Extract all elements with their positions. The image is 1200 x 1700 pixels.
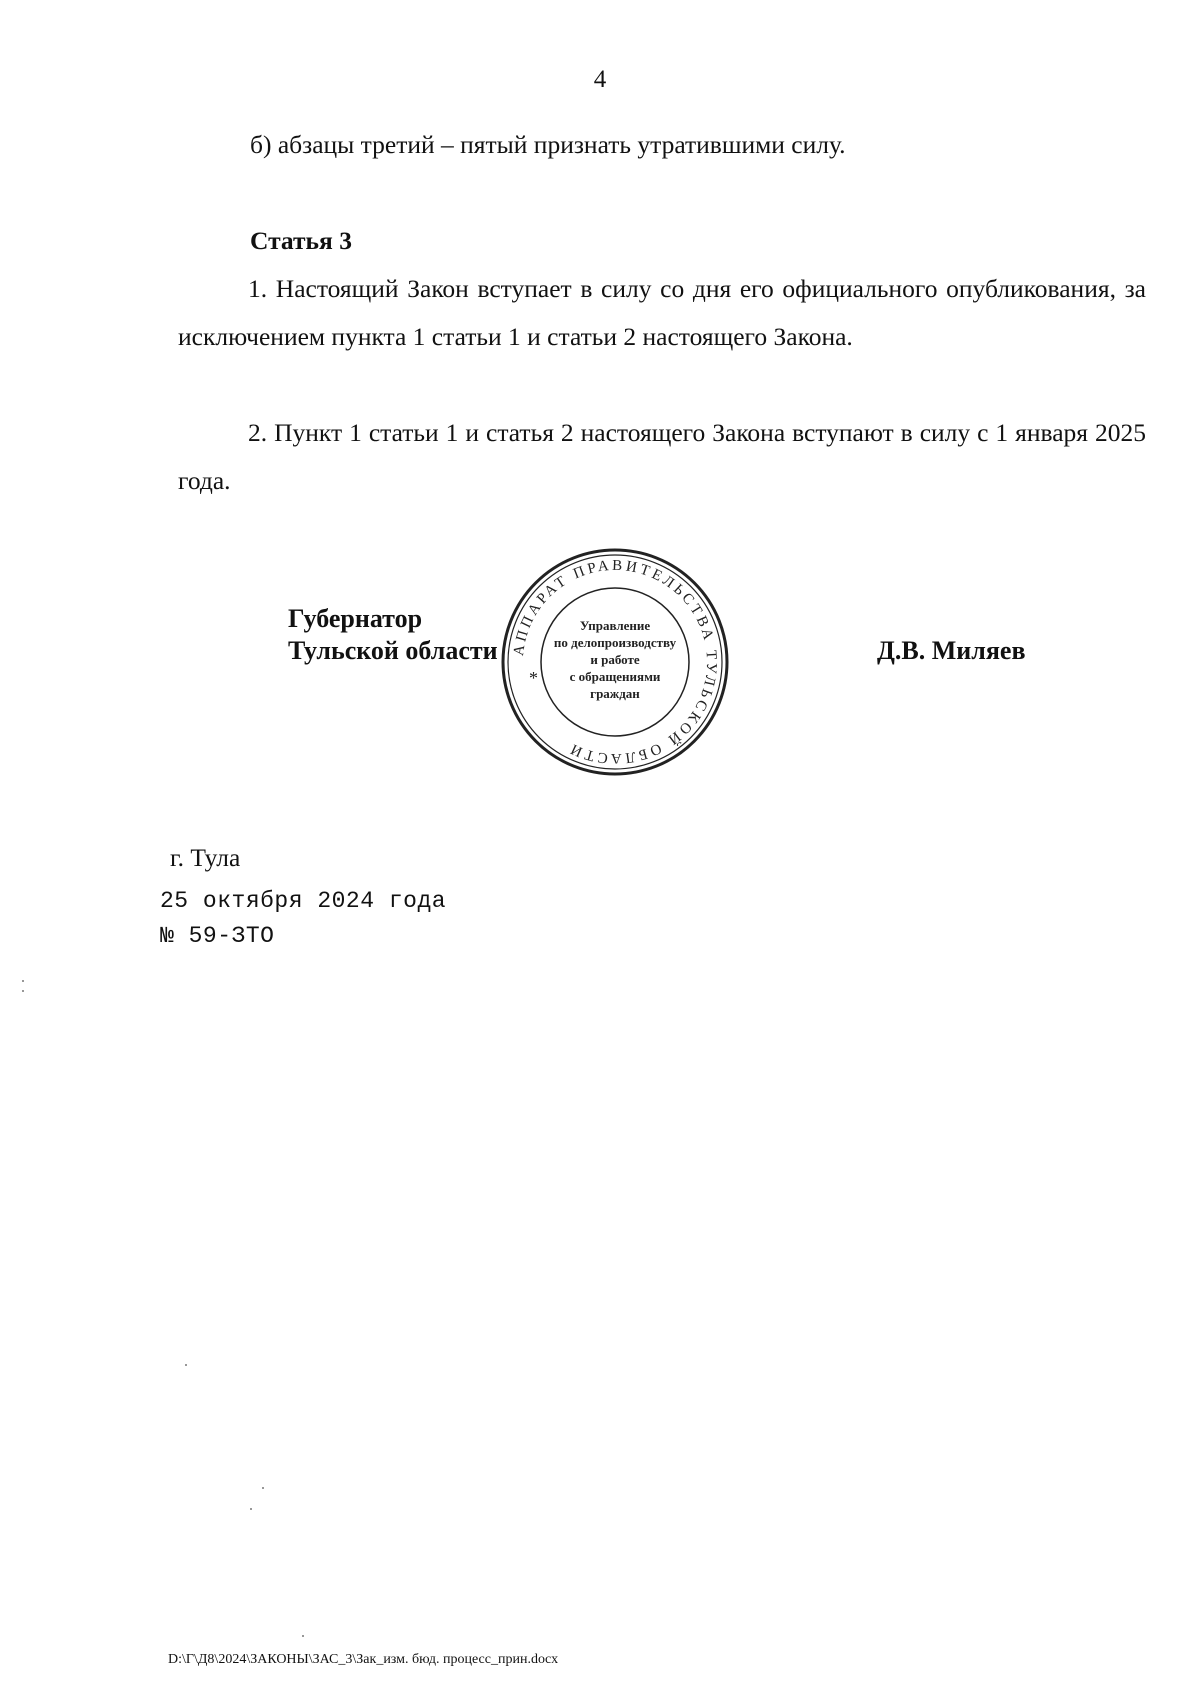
signature-title xyxy=(288,603,498,667)
scan-speck xyxy=(22,980,24,982)
signature-title-line1: Губернатор xyxy=(288,604,423,633)
signature-name: Д.В. Миляев xyxy=(877,636,1026,665)
item-b-paragraph: б) абзацы третий – пятый признать утратившими силу. xyxy=(250,130,846,159)
stamp-ring-text: АППАРАТ ПРАВИТЕЛЬСТВА ТУЛЬСКОЙ ОБЛАСТИ xyxy=(511,557,720,767)
scan-speck xyxy=(185,1364,187,1366)
scan-speck xyxy=(302,1635,304,1637)
signing-date: 25 октября 2024 года xyxy=(160,888,447,914)
stamp-center-line: и работе xyxy=(590,652,640,667)
official-stamp xyxy=(497,544,733,780)
footer-file-path: D:\Г\Д8\2024\ЗАКОНЫ\ЗАС_3\Зак_изм. бюд. процесс_прин.docx xyxy=(168,1652,559,1667)
scan-speck xyxy=(22,990,24,992)
place-of-signing: г. Тула xyxy=(170,843,241,872)
stamp-star: * xyxy=(529,668,538,688)
signature-title-line2: Тульской области xyxy=(288,636,498,665)
stamp-center-line: с обращениями xyxy=(569,669,661,684)
page-number: 4 xyxy=(593,66,607,93)
scan-speck xyxy=(250,1508,252,1510)
article-heading: Статья 3 xyxy=(250,226,352,255)
stamp-center-line: по делопроизводству xyxy=(553,635,677,650)
stamp-center-line: граждан xyxy=(590,686,640,701)
clause-2-paragraph: 2. Пункт 1 статьи 1 и статья 2 настоящего Закона вступают в силу с 1 января 2025 года. xyxy=(178,418,1146,495)
stamp-center-line: Управление xyxy=(579,618,651,633)
law-number: № 59-ЗТО xyxy=(160,923,275,949)
clause-1-paragraph: 1. Настоящий Закон вступает в силу со дня его официального опубликования, за исключением пункта 1 статьи 1 и статьи 2 настоящего Закона. xyxy=(178,274,1146,351)
scan-speck xyxy=(262,1487,264,1489)
